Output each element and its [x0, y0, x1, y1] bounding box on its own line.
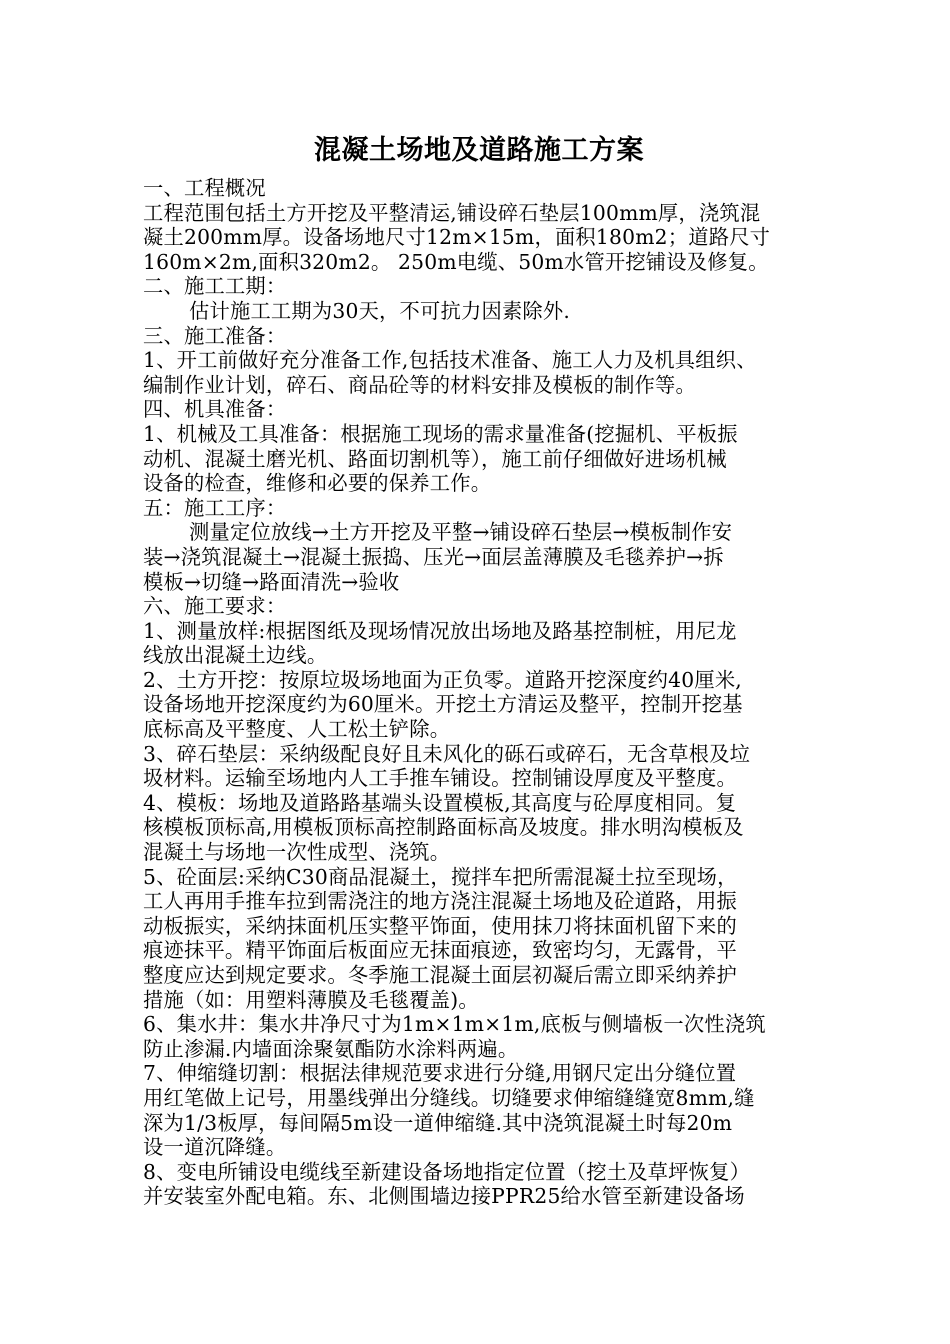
- text-line: 圾材料。运输至场地内人工手推车铺设。控制铺设厚度及平整度。: [143, 766, 737, 791]
- text-line: 1、机械及工具准备：根据施工现场的需求量准备(挖掘机、平板振: [143, 421, 738, 446]
- document-body: [143, 132, 815, 1209]
- text-line: 160m×2m,面积320m2。 250m电缆、50m水管开挖铺设及修复。: [143, 249, 769, 274]
- text-line: 1、测量放样:根据图纸及现场情况放出场地及路基控制桩，用尼龙: [143, 618, 737, 643]
- text-line: 五：施工工序：: [143, 495, 287, 520]
- text-line: 二、施工工期：: [143, 274, 287, 299]
- text-line: 测量定位放线→土方开挖及平整→铺设碎石垫层→模板制作安: [189, 520, 733, 545]
- text-line: 措施（如：用塑料薄膜及毛毯覆盖)。: [143, 987, 479, 1012]
- text-line: 2、土方开挖：按原垃圾场地面为正负零。道路开挖深度约40厘米,: [143, 667, 742, 692]
- text-line: 4、模板：场地及道路路基端头设置模板,其高度与砼厚度相同。复: [143, 790, 737, 815]
- text-line: 3、碎石垫层：采纳级配良好且未风化的砾石或碎石，无含草根及垃: [143, 741, 751, 766]
- text-line: 设备场地开挖深度约为60厘米。开挖土方清运及整平，控制开挖基: [143, 692, 743, 717]
- text-line: 线放出混凝土边线。: [143, 643, 328, 668]
- text-line: 核模板顶标高,用模板顶标高控制路面标高及坡度。排水明沟模板及: [143, 815, 744, 840]
- document-title: 混凝土场地及道路施工方案: [314, 135, 644, 166]
- text-line: 编制作业计划，碎石、商品砼等的材料安排及模板的制作等。: [143, 372, 696, 397]
- text-line: 六、施工要求：: [143, 594, 287, 619]
- text-line: 装→浇筑混凝土→混凝土振捣、压光→面层盖薄膜及毛毯养护→拆: [143, 544, 724, 569]
- text-line: 5、砼面层:采纳C30商品混凝土，搅拌车把所需混凝土拉至现场，: [143, 864, 738, 889]
- text-line: 一、工程概况: [143, 176, 266, 200]
- text-line: 底标高及平整度、人工松土铲除。: [143, 717, 451, 742]
- text-line: 整度应达到规定要求。冬季施工混凝土面层初凝后需立即采纳养护: [143, 963, 737, 987]
- text-line: 深为1/3板厚，每间隔5m设一道伸缩缝.其中浇筑混凝土时每20m: [143, 1110, 733, 1135]
- text-line: 防止渗漏.内墙面涂聚氨酯防水涂料两遍。: [143, 1036, 519, 1061]
- text-line: 6、集水井：集水井净尺寸为1m×1m×1m,底板与侧墙板一次性浇筑: [143, 1012, 766, 1037]
- text-line: 工程范围包括土方开挖及平整清运,铺设碎石垫层100mm厚，浇筑混: [143, 200, 761, 225]
- text-line: 工人再用手推车拉到需浇注的地方浇注混凝土场地及砼道路，用振: [143, 889, 737, 914]
- text-line: 三、施工准备：: [143, 323, 287, 348]
- text-line: 并安装室外配电箱。东、北侧围墙边接PPR25给水管至新建设备场: [143, 1184, 745, 1209]
- text-line: 设一道沉降缝。: [143, 1135, 287, 1160]
- text-line: 用红笔做上记号，用墨线弹出分缝线。切缝要求伸缩缝缝宽8mm,缝: [143, 1085, 755, 1110]
- document-text: [143, 176, 815, 1209]
- text-line: 凝土200mm厚。设备场地尺寸12m×15m，面积180m2；道路尺寸: [143, 225, 771, 250]
- text-line: 模板→切缝→路面清洗→验收: [143, 569, 400, 594]
- text-line: 动机、混凝土磨光机、路面切割机等），施工前仔细做好进场机械: [143, 446, 727, 471]
- text-line: 1、开工前做好充分准备工作,包括技术准备、施工人力及机具组织、: [143, 348, 757, 373]
- text-line: 估计施工工期为30天，不可抗力因素除外.: [189, 298, 571, 323]
- text-line: 四、机具准备：: [143, 397, 287, 422]
- text-line: 混凝土与场地一次性成型、浇筑。: [143, 840, 451, 865]
- text-line: 设备的检查，维修和必要的保养工作。: [143, 471, 492, 496]
- text-line: 痕迹抹平。精平饰面后板面应无抹面痕迹，致密均匀，无露骨，平: [143, 938, 737, 963]
- text-line: 7、伸缩缝切割：根据法律规范要求进行分缝,用钢尺定出分缝位置: [143, 1061, 737, 1086]
- text-line: 动板振实，采纳抹面机压实整平饰面，使用抹刀将抹面机留下来的: [143, 913, 737, 938]
- text-line: 8、变电所铺设电缆线至新建设备场地指定位置（挖土及草坪恢复）: [143, 1159, 751, 1184]
